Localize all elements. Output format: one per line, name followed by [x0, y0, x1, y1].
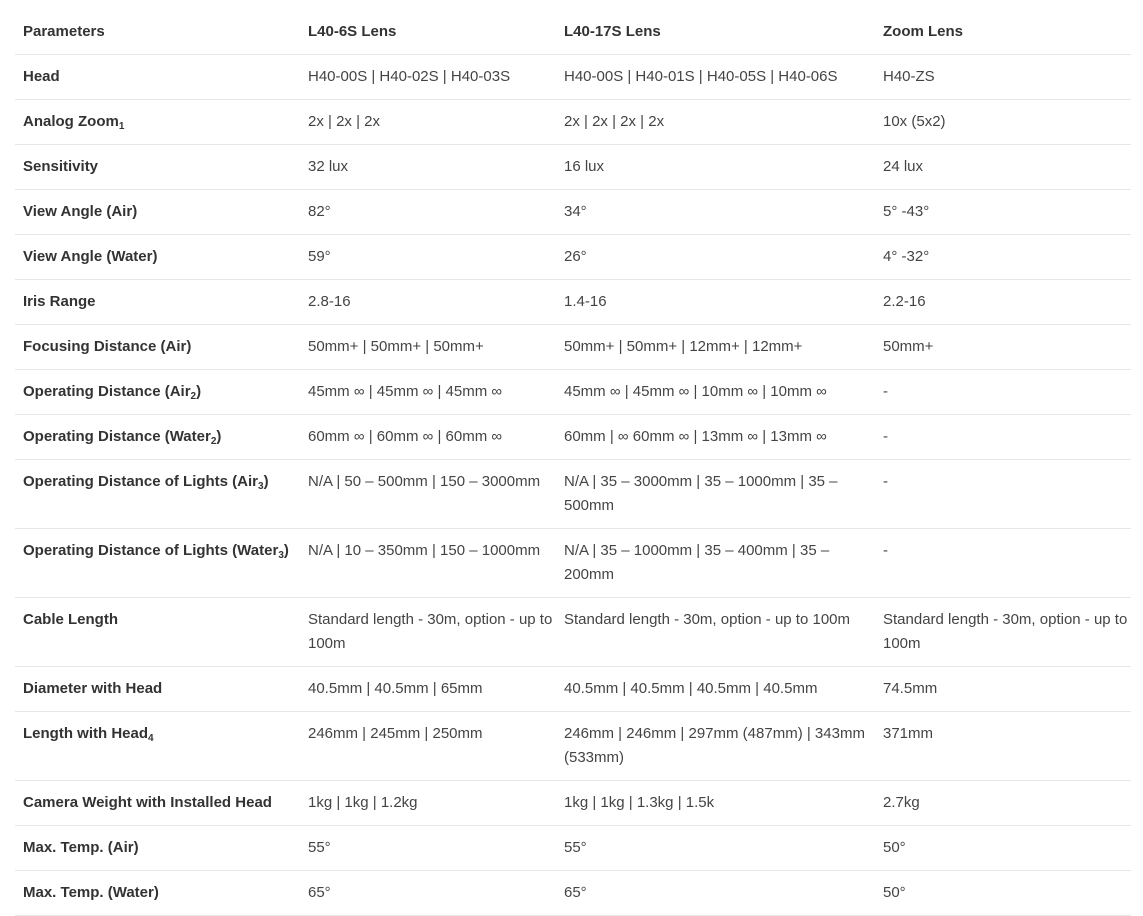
table-row: [15, 190, 1131, 235]
l40-17s-value-cell: 50mm+ | 50mm+ | 12mm+ | 12mm+: [556, 325, 875, 370]
table-row: [15, 667, 1131, 712]
zoom-lens-value-cell: 2.7kg: [875, 781, 1131, 826]
parameter-label: Diameter with Head: [23, 680, 163, 697]
l40-6s-value-cell: 1kg | 1kg | 1.2kg: [300, 781, 556, 826]
zoom-lens-value-cell: -: [875, 370, 1131, 415]
l40-6s-value-cell: 2x | 2x | 2x: [300, 100, 556, 145]
l40-6s-value-cell: Standard length - 30m, option - up to 100m: [300, 598, 556, 667]
l40-17s-value-cell: 34°: [556, 190, 875, 235]
parameter-label: Head: [23, 68, 60, 85]
l40-17s-value-cell: 1.4-16: [556, 280, 875, 325]
specs-table-container: [15, 10, 1131, 916]
l40-17s-value-cell: 2x | 2x | 2x | 2x: [556, 100, 875, 145]
parameter-label: Max. Temp. (Water): [23, 884, 159, 901]
parameter-label-suffix: ): [263, 473, 269, 490]
table-row: [15, 460, 1131, 529]
parameter-name-cell: [15, 712, 300, 781]
table-row: [15, 598, 1131, 667]
zoom-lens-value-cell: H40-ZS: [875, 55, 1131, 100]
parameter-name-cell: [15, 667, 300, 712]
table-row: [15, 712, 1131, 781]
table-header-row: [15, 10, 1131, 55]
l40-17s-value-cell: 55°: [556, 826, 875, 871]
zoom-lens-value-cell: 4° -32°: [875, 235, 1131, 280]
table-row: [15, 871, 1131, 916]
parameter-label: Length with Head: [23, 725, 148, 742]
table-row: [15, 235, 1131, 280]
table-row: [15, 55, 1131, 100]
parameter-name-cell: [15, 415, 300, 460]
header-parameters: Parameters: [15, 10, 300, 55]
l40-6s-value-cell: 2.8-16: [300, 280, 556, 325]
parameter-name-cell: [15, 325, 300, 370]
table-row: [15, 145, 1131, 190]
zoom-lens-value-cell: 371mm: [875, 712, 1131, 781]
footnote-subscript: 2: [210, 436, 217, 447]
footnote-subscript: 1: [118, 121, 125, 132]
l40-6s-value-cell: 45mm ∞ | 45mm ∞ | 45mm ∞: [300, 370, 556, 415]
zoom-lens-value-cell: 50°: [875, 871, 1131, 916]
table-row: [15, 415, 1131, 460]
zoom-lens-value-cell: Standard length - 30m, option - up to 100m: [875, 598, 1131, 667]
header-l40-6s-lens: L40-6S Lens: [300, 10, 556, 55]
header-l40-17s-lens: L40-17S Lens: [556, 10, 875, 55]
parameter-label: Iris Range: [23, 293, 96, 310]
l40-6s-value-cell: 40.5mm | 40.5mm | 65mm: [300, 667, 556, 712]
table-row: [15, 100, 1131, 145]
l40-17s-value-cell: Standard length - 30m, option - up to 100m: [556, 598, 875, 667]
l40-6s-value-cell: 59°: [300, 235, 556, 280]
header-zoom-lens: Zoom Lens: [875, 10, 1131, 55]
l40-17s-value-cell: H40-00S | H40-01S | H40-05S | H40-06S: [556, 55, 875, 100]
l40-6s-value-cell: 60mm ∞ | 60mm ∞ | 60mm ∞: [300, 415, 556, 460]
footnote-subscript: 4: [148, 733, 154, 744]
parameter-label: Focusing Distance (Air): [23, 338, 192, 355]
zoom-lens-value-cell: -: [875, 460, 1131, 529]
parameter-name-cell: [15, 598, 300, 667]
parameter-label: Camera Weight with Installed Head: [23, 794, 272, 811]
parameter-name-cell: [15, 55, 300, 100]
l40-6s-value-cell: N/A | 10 – 350mm | 150 – 1000mm: [300, 529, 556, 598]
l40-17s-value-cell: 246mm | 246mm | 297mm (487mm) | 343mm (533mm): [556, 712, 875, 781]
l40-17s-value-cell: 65°: [556, 871, 875, 916]
parameter-label: Cable Length: [23, 611, 119, 628]
zoom-lens-value-cell: 24 lux: [875, 145, 1131, 190]
table-body: [15, 55, 1131, 916]
parameter-name-cell: [15, 529, 300, 598]
parameter-label: View Angle (Air): [23, 203, 138, 220]
parameter-name-cell: [15, 235, 300, 280]
l40-6s-value-cell: 32 lux: [300, 145, 556, 190]
parameter-name-cell: [15, 460, 300, 529]
parameter-name-cell: [15, 100, 300, 145]
parameter-name-cell: [15, 781, 300, 826]
footnote-subscript: 3: [258, 481, 264, 492]
zoom-lens-value-cell: 74.5mm: [875, 667, 1131, 712]
l40-17s-value-cell: 45mm ∞ | 45mm ∞ | 10mm ∞ | 10mm ∞: [556, 370, 875, 415]
l40-6s-value-cell: 82°: [300, 190, 556, 235]
parameter-label: Operating Distance of Lights (Water: [23, 542, 279, 559]
zoom-lens-value-cell: 2.2-16: [875, 280, 1131, 325]
table-row: [15, 781, 1131, 826]
zoom-lens-value-cell: -: [875, 529, 1131, 598]
l40-17s-value-cell: 40.5mm | 40.5mm | 40.5mm | 40.5mm: [556, 667, 875, 712]
parameter-label: Analog Zoom: [23, 113, 119, 130]
l40-6s-value-cell: 50mm+ | 50mm+ | 50mm+: [300, 325, 556, 370]
l40-17s-value-cell: 16 lux: [556, 145, 875, 190]
table-row: [15, 280, 1131, 325]
table-row: [15, 325, 1131, 370]
l40-17s-value-cell: N/A | 35 – 1000mm | 35 – 400mm | 35 – 200mm: [556, 529, 875, 598]
zoom-lens-value-cell: -: [875, 415, 1131, 460]
parameter-name-cell: [15, 190, 300, 235]
lens-specs-table: [15, 10, 1131, 916]
l40-6s-value-cell: 246mm | 245mm | 250mm: [300, 712, 556, 781]
parameter-name-cell: [15, 145, 300, 190]
parameter-label: Max. Temp. (Air): [23, 839, 139, 856]
l40-17s-value-cell: N/A | 35 – 3000mm | 35 – 1000mm | 35 – 500mm: [556, 460, 875, 529]
parameter-name-cell: [15, 871, 300, 916]
zoom-lens-value-cell: 50mm+: [875, 325, 1131, 370]
parameter-label: Operating Distance (Water: [23, 428, 211, 445]
table-row: [15, 826, 1131, 871]
l40-6s-value-cell: N/A | 50 – 500mm | 150 – 3000mm: [300, 460, 556, 529]
l40-6s-value-cell: 55°: [300, 826, 556, 871]
parameter-label: View Angle (Water): [23, 248, 158, 265]
table-row: [15, 370, 1131, 415]
l40-17s-value-cell: 1kg | 1kg | 1.3kg | 1.5k: [556, 781, 875, 826]
parameter-label: Operating Distance (Air: [23, 383, 191, 400]
footnote-subscript: 2: [190, 391, 197, 402]
zoom-lens-value-cell: 5° -43°: [875, 190, 1131, 235]
parameter-name-cell: [15, 280, 300, 325]
parameter-label-suffix: ): [283, 542, 289, 559]
parameter-label: Sensitivity: [23, 158, 99, 175]
l40-17s-value-cell: 26°: [556, 235, 875, 280]
parameter-name-cell: [15, 370, 300, 415]
zoom-lens-value-cell: 50°: [875, 826, 1131, 871]
l40-6s-value-cell: 65°: [300, 871, 556, 916]
parameter-name-cell: [15, 826, 300, 871]
zoom-lens-value-cell: 10x (5x2): [875, 100, 1131, 145]
l40-17s-value-cell: 60mm | ∞ 60mm ∞ | 13mm ∞ | 13mm ∞: [556, 415, 875, 460]
footnote-subscript: 3: [278, 550, 284, 561]
l40-6s-value-cell: H40-00S | H40-02S | H40-03S: [300, 55, 556, 100]
parameter-label-suffix: ): [196, 383, 202, 400]
parameter-label-suffix: ): [216, 428, 222, 445]
parameter-label: Operating Distance of Lights (Air: [23, 473, 259, 490]
table-row: [15, 529, 1131, 598]
